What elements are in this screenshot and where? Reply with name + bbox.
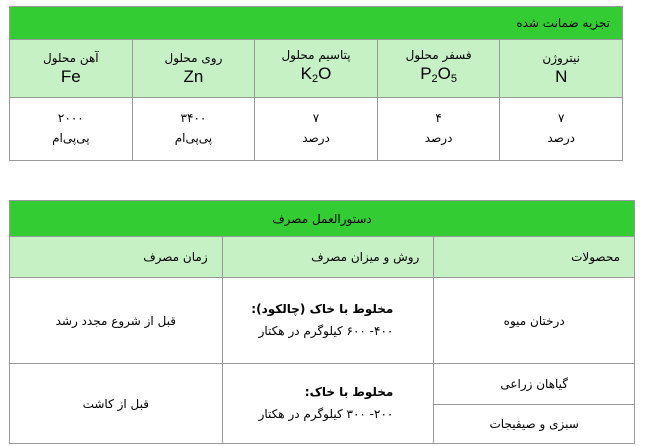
nutrient-symbol: Fe	[60, 66, 81, 86]
usage-column-headers	[10, 237, 635, 278]
method-title: مخلوط با خاک (چالکود):	[251, 301, 394, 316]
nutrient-symbol	[255, 63, 377, 90]
nutrient-symbol	[378, 63, 500, 90]
usage-instructions-header	[10, 201, 635, 237]
symbol-part: O	[437, 64, 451, 83]
method-value: ۲۰۰- ۳۰۰ کیلوگرم در هکتار	[258, 406, 394, 421]
guaranteed-analysis-title: تجزیه ضمانت شده	[10, 7, 623, 40]
header-crops: محصولات	[434, 237, 635, 278]
nutrient-names-row	[10, 40, 623, 98]
crop-cell: سبزی و صیفیجات	[434, 405, 635, 444]
usage-instructions-table	[9, 200, 635, 444]
nutrient-nitrogen	[500, 40, 623, 98]
nutrient-values-row	[10, 98, 623, 161]
nutrient-name: نیتروژن	[542, 50, 580, 65]
value-cell	[377, 98, 500, 161]
usage-row-field-crops	[10, 364, 635, 405]
nutrient-zinc	[132, 40, 255, 98]
symbol-subscript: 2	[431, 73, 438, 85]
value-number: ۳۴۰۰	[180, 111, 207, 125]
value-cell	[255, 98, 378, 161]
value-number: ۷	[557, 111, 565, 125]
nutrient-name: فسفر محلول	[405, 48, 472, 62]
header-method: روش و میزان مصرف	[222, 237, 434, 278]
method-value: ۴۰۰- ۶۰۰ کیلوگرم در هکتار	[258, 323, 394, 338]
symbol-part: P	[420, 64, 432, 83]
value-unit: درصد	[424, 131, 453, 145]
value-unit: پی‌پی‌ام	[174, 131, 213, 145]
symbol-subscript: 2	[312, 73, 319, 85]
time-cell: قبل از شروع مجدد رشد	[10, 278, 223, 364]
guaranteed-analysis-header	[10, 7, 623, 40]
nutrient-name: پتاسیم محلول	[281, 48, 351, 62]
usage-instructions-title: دستورالعمل مصرف	[10, 201, 635, 237]
symbol-subscript: 5	[450, 73, 458, 85]
method-cell	[222, 278, 434, 364]
nutrient-symbol: Zn	[183, 66, 204, 86]
value-number: ۲۰۰۰	[57, 111, 84, 125]
value-cell	[500, 98, 623, 161]
crop-cell: درختان میوه	[434, 278, 635, 364]
value-cell	[10, 98, 133, 161]
nutrient-name: روی محلول	[164, 50, 223, 65]
symbol-part: K	[300, 64, 313, 83]
symbol-part: O	[318, 64, 332, 83]
value-unit: درصد	[547, 131, 576, 145]
usage-row-fruit-trees	[10, 278, 635, 364]
nutrient-phosphorus	[377, 40, 500, 98]
value-cell	[132, 98, 255, 161]
nutrient-symbol: N	[555, 66, 568, 86]
nutrient-potassium	[255, 40, 378, 98]
crop-cell: گیاهان زراعی	[434, 364, 635, 405]
method-title: مخلوط با خاک:	[304, 384, 394, 399]
header-time: زمان مصرف	[10, 237, 223, 278]
nutrient-name: آهن محلول	[42, 50, 99, 65]
method-cell	[222, 364, 434, 444]
value-unit: پی‌پی‌ام	[52, 131, 90, 145]
time-cell: قبل از کاشت	[10, 364, 223, 444]
value-number: ۷	[312, 111, 320, 125]
value-unit: درصد	[302, 131, 330, 145]
guaranteed-analysis-table	[9, 6, 623, 161]
value-number: ۴	[435, 111, 442, 125]
nutrient-iron	[10, 40, 133, 98]
